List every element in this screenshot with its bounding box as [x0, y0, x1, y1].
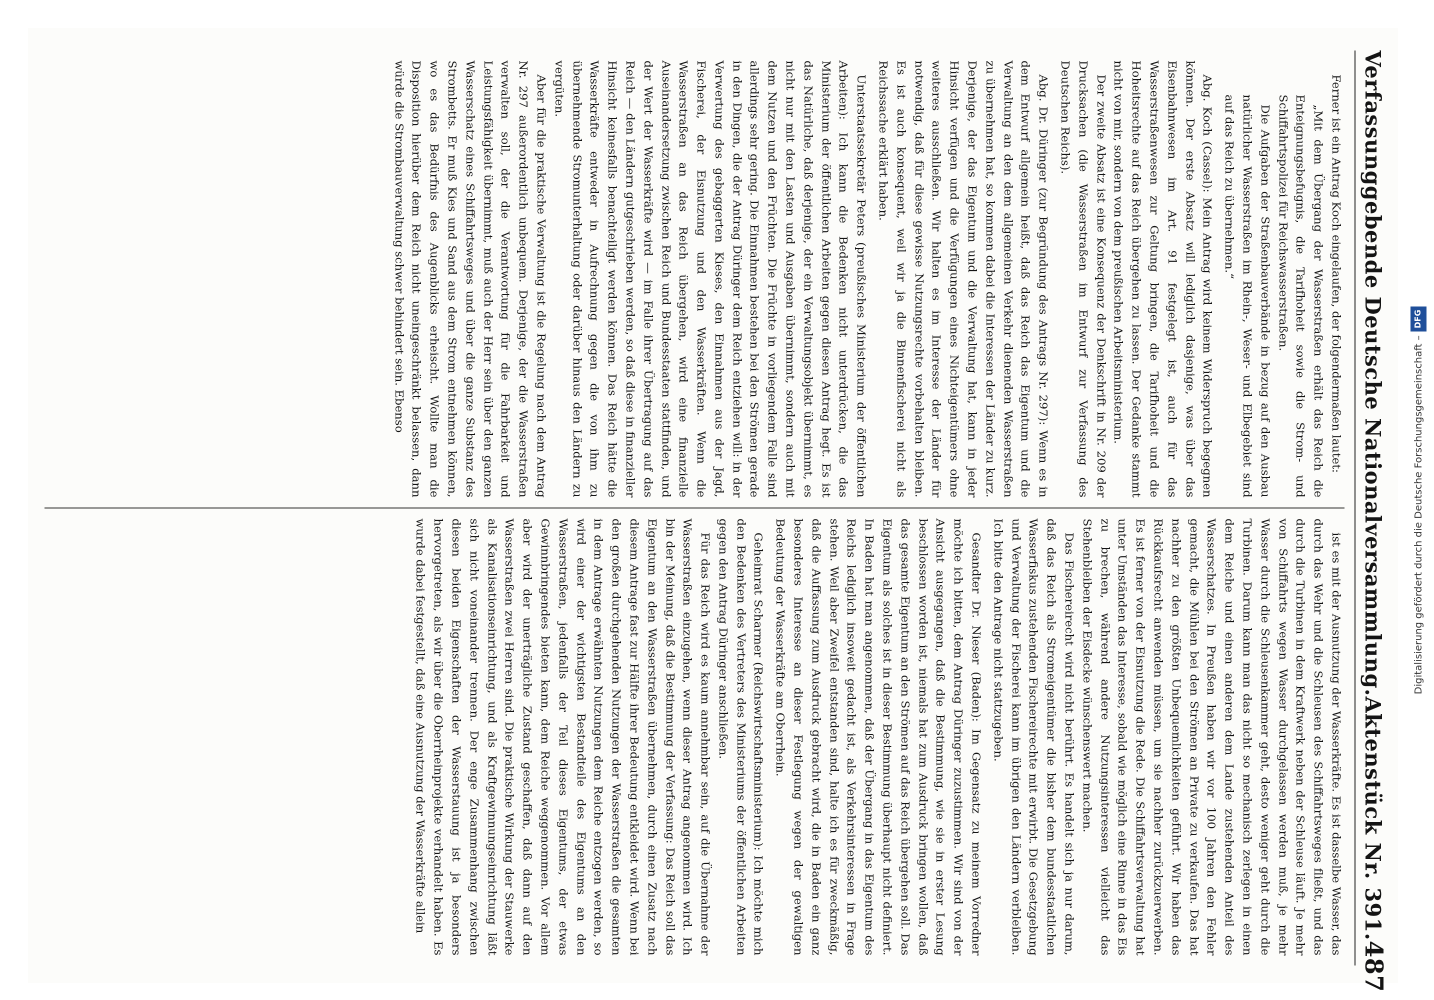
header-title: Verfassunggebende Deutsche Nationalversammlung. — [1360, 50, 1385, 696]
dfg-logo: DFG — [1411, 307, 1427, 332]
paragraph: Die Aufgaben der Straßenbauverbände in bezug auf den Ausbau natürlicher Wasserstraßen im Rhein-, Weser- und Elbegebiet sind auf das Reich zu übernehmen.“ — [1222, 94, 1272, 497]
paragraph: Für das Reich wird es kaum annehmbar sein, auf die Übernahme der Wasserstraßen einzugehen, wenn dieser Antrag angenommen wird. Ich bin der Meinung, daß die Bestimmung der Verfassung: Das Reich soll das Eigentum an den Wasserstraßen übernehmen, durch einen Zusatz nach diesem Antrage fast zur Hälfte ihrer Bedeutung entkleidet wird. Wenn bei den großen durchgehenden Nutzungen der Wasserstraßen die gesamten in dem Antrage erwähnten Nutzungen dem Reiche entzogen werden, so wird einer der wichtigsten Bestandteile des Eigentums an den Wasserstraßen, jedenfalls der Teil dieses Eigentums, der etwas Gewinnbringendes bieten kann, dem Reiche weggenommen. Vor allem aber wird der unerträgliche Zustand geschaffen, daß dann auf den Wasserstraßen zwei Herren sind. Die praktische Wirkung der Stauwerke als Kanalisationseinrichtung, und als Kraftgewinnungseinrichtung läßt sich nicht voneinander trennen. Der enge Zusammenhang zwischen diesen beiden Eigenschaften der Wasserstauung ist ja besonders hervorgetreten, als wir über die Oberrheinprojekte verhandelt haben. Es wurde dabei festgestellt, daß eine Ausnutzung der Wasserkräfte allein — [413, 518, 713, 955]
paragraph: Abg. Dr. Düringer (zur Begründung des Antrags Nr. 297): Wenn es in dem Entwurf allgemein heißt, daß das Reich das Eigentum und die Verwaltung an den dem allgemeinen Verkehr dienenden Wasserstraßen zu übernehmen hat, so kommen dabei die Interessen der Länder zu kurz. Derjenige, der das Eigentum und die Verwaltung hat, kann in jeder Hinsicht verfügen und die Verfügungen eines Nichteigentümers ohne weiteres ausschließen. Wir halten es im Interesse der Länder für notwendig, daß für diese gewisse Nutzungsrechte vorbehalten bleiben. Es ist auch konsequent, weil wir ja die Binnenfischerei nicht als Reichssache erklärt haben. — [876, 60, 1051, 497]
text-column-left — [44, 50, 1344, 507]
digitization-credit — [1411, 6, 1428, 996]
paragraph: Geheimrat Scharmer (Reichswirtschaftsministerium): Ich möchte mich den Bedenken des Vertreters des Ministeriums der öffentlichen Arbeiten gegen den Antrag Düringer anschließen. — [715, 518, 766, 955]
text-column-right — [44, 507, 1344, 965]
credit-text: Digitalisierung gefördert durch die Deutsche Forschungsgemeinschaft – — [1413, 335, 1425, 695]
document-sheet — [28, 28, 1398, 992]
paragraph: Abg. Koch (Cassel): Mein Antrag wird keinem Widerspruch begegnen können. Der erste Absatz will lediglich dasjenige, was über das Eisenbahnwesen im Art. 91 festgelegt ist, auch für das Wasserstraßenwesen zur Geltung bringen, die Tarifhoheit und die Hoheitsrechte auf das Reich übergehen zu lassen. Der Gedanke stammt nicht von mir, sondern von dem preußischen Arbeitsministerium. — [1111, 60, 1215, 497]
paragraph: Aber für die praktische Verwaltung ist die Regelung nach dem Antrag Nr. 297 außerordentlich unbequem. Derjenige, der die Wasserstraßen verwalten soll, der die Verantwortung für die Fahrbarkeit und Leistungsfähigkeit übernimmt, muß auch der Herr sein über den ganzen Wasserschatz eines Schiffahrtsweges und über die ganze Substanz des Strombetts. Er muß Kies und Sand aus dem Strom entnehmen können, wo es das Bedürfnis des Augenblicks erheischt. Wollte man die Disposition hierüber dem Reich nicht uneingeschränkt belassen, dann würde die Strombauverwaltung schwer behindert sein. Ebenso — [391, 60, 548, 497]
text-columns — [44, 50, 1344, 965]
paragraph: Der zweite Absatz ist eine Konsequenz der Denkschrift in Nr. 209 der Drucksachen (die Wasserstraßen im Entwurf zur Verfassung des Deutschen Reichs). — [1058, 60, 1108, 497]
page-number: 487 — [1359, 940, 1388, 992]
running-header — [1354, 50, 1388, 992]
header-document-number: Aktenstück Nr. 391. — [1360, 695, 1385, 941]
paragraph: „Mit dem Übergang der Wasserstraßen erhält das Reich die Enteignungsbefugnis, die Tarifhoheit sowie die Strom- und Schiffahrtspolizei für Reichswasserstraßen. — [1275, 94, 1326, 497]
paragraph: Ferner ist ein Antrag Koch eingelaufen, der folgendermaßen lautet: — [1329, 74, 1343, 473]
digitization-credit-strip — [1404, 0, 1434, 1000]
paragraph: Unterstaatssekretär Peters (preußisches Ministerium der öffentlichen Arbeiten): Ich kann die Bedenken nicht unterdrücken, die das Ministerium der öffentlichen Arbeiten gegen diesen Antrag hegt. Es ist das Natürliche, daß derjenige, der ein Verwaltungsobjekt übernimmt, es nicht nur mit den Lasten und Ausgaben übernimmt, sondern auch mit dem Nutzen und den Früchten. Die Früchte in vorliegendem Falle sind allerdings sehr gering. Die Einnahmen bestehen bei den Strömen gerade in den Dingen, die der Antrag Düringer dem Reich entziehen will: in der Verwertung des gebaggerten Kieses, den Einnahmen aus der Jagd, Fischerei, der Eisnutzung und den Wasserkräften. Wenn die Wasserstraßen an das Reich übergehen, wird eine finanzielle Auseinandersetzung zwischen Reich und Bundesstaaten stattfinden, und der Wert der Wasserkräfte wird — im Falle ihrer Übertragung auf das Reich — den Ländern gutgeschrieben werden, so daß diese in finanzieller Hinsicht keinesfalls benachteiligt werden können. Das Reich hätte die Wasserkräfte entweder in Aufrechnung gegen die von ihm zu übernehmende Stromunterhaltung oder darüber hinaus den Ländern zu vergüten. — [551, 60, 869, 497]
paragraph: ist es mit der Ausnutzung der Wasserkräfte. Es ist dasselbe Wasser, das durch das Wehr und die Schleusen des Schiffahrtsweges fließt, und das durch die Turbinen in dem Kraftwerk neben der Schleuse läuft. Je mehr von Schiffahrts wegen Wasser durchgelassen werden muß, je mehr Wasser durch die Schleusenkammer geht, desto weniger geht durch die Turbinen. Darum kann man das nicht so mechanisch zerlegen in einen dem Reiche und einen anderen dem Lande zustehenden Anteil des Wasserschatzes. In Preußen haben wir vor 100 Jahren den Fehler gemacht, die Mühlen bei den Strömen an Private zu verkaufen. Das hat nachher zu den größten Unbequemlichkeiten geführt. Wir haben das Rückkaufsrecht anwenden müssen, um sie nachher zurückzuerwerben. Es ist ferner von der Eisnutzung die Rede. Die Schiffahrtsverwaltung hat unter Umständen das Interesse, sobald wie möglich eine Rinne in das Eis zu brechen, während andere Nutzungsinteressen vielleicht das Stehenbleiben der Eisdecke wünschenswert machen. — [1079, 518, 1343, 955]
paragraph: Gesandter Dr. Nieser (Baden): Im Gegensatz zu meinem Vorredner möchte ich bitten, dem Antrag Düringer zuzustimmen. Wir sind von der Ansicht ausgegangen, daß die Bestimmung, wie sie in erster Lesung beschlossen worden ist, niemals hat zum Ausdruck bringen wollen, daß das gesamte Eigentum an den Strömen auf das Reich übergehen soll. Das Eigentum als solches ist in dieser Bestimmung überhaupt nicht definiert. In Baden hat man angenommen, daß der Übergang in das Eigentum des Reichs lediglich insoweit gedacht ist, als Verkehrsinteressen in Frage stehen. Weil aber Zweifel entstanden sind, halte ich es für zweckmäßig, daß die Auffassung zum Ausdruck gebracht wird, die in Baden ein ganz besonderes Interesse an dieser Festlegung wegen der gewaltigen Bedeutung der Wasserkräfte am Oberrhein. — [773, 518, 984, 955]
scanned-page — [28, 28, 1398, 992]
paragraph: Das Fischereirecht wird nicht berührt. Es handelt sich ja nur darum, daß das Reich als Stromeigentümer die bisher dem bundesstaatlichen Wasserfiskus zustehenden Fischereirechte mit erwirbt. Die Gesetzgebung und Verwaltung der Fischerei kann im übrigen den Ländern verbleiben. Ich bitte den Antrage nicht stattzugeben. — [990, 518, 1077, 955]
